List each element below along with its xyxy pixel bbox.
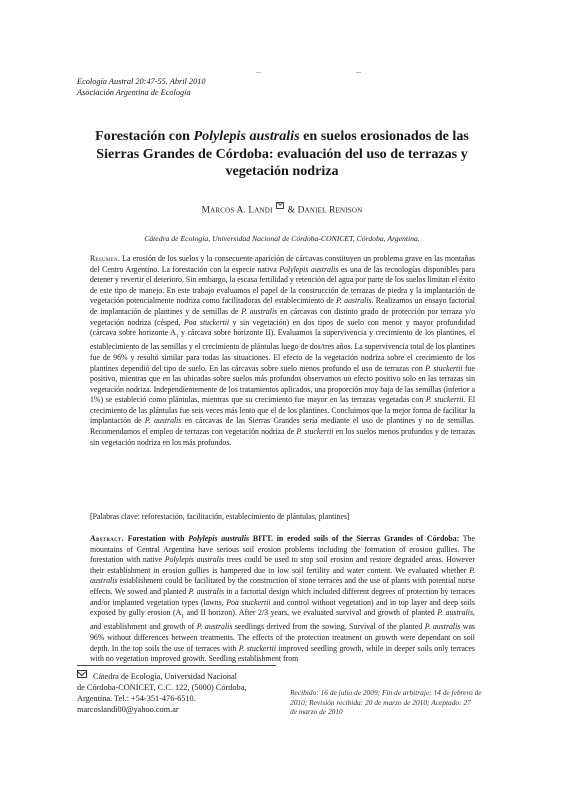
mail-icon: [276, 202, 284, 209]
journal-publisher: Asociación Argentina de Ecología: [77, 88, 191, 97]
title-species: Polylepis australis: [193, 128, 300, 144]
abstract-label: Abstract.: [90, 534, 124, 543]
keywords: [Palabras clave: reforestación, facilitación, establecimiento de plántulas, plantines]: [90, 512, 350, 521]
correspondence-line: de Córdoba-CONICET, C.C. 122, (5000) Córdoba,: [77, 683, 247, 692]
abstract-paragraph: Abstract. Forestation with Polylepis australis BITT. in eroded soils of the Sierras Grandes of Córdoba: The mountains of Central Argentina have serious soil erosion problems including the formation of erosion gullies. The forestation with native Polylepis australis trees could be used to stop soil erosion and restore degraded areas. However their establishment in erosion gullies is hampered due to low soil fertility and water content. We evaluated whether P. australis establishment could be facilitated by the construction of stone terraces and the use of plants with potential nurse effects. We sowed and planted P. australis in a factorial design which included different degrees of protection by terraces and/or implanted vegetation types (lawns, Poa stuckertii and control without vegetation) and in top layer and deep soils exposed by gully erosion ($A_1$ and II horizon). After 2/3 years, we evaluated survival and growth of planted P. australis, and establishment and growth of P. australis seedlings derived from the sowing. Survival of the planted P. australis was 96% without differences between treatments. The effects of the protection treatment on growth were dependant on soil depth. In the top soils the use of terraces with P. stuckertii improved seedling growth, while in deeper soils only terraces with no vegetation improved growth. Seedling establishment from: [90, 534, 476, 664]
author-separator: &: [287, 205, 298, 216]
correspondence-email[interactable]: marcoslandi00@yahoo.com.ar: [77, 705, 179, 714]
correspondence-line: Argentina. Tel.: +54-351-476-6510.: [77, 694, 196, 703]
author-list: [0, 202, 564, 216]
registration-mark: [256, 72, 261, 73]
received-line: Recibido: 16 de julio de 2009; Fin de arbitraje: 14 de febrero de: [290, 688, 482, 697]
author-name: Marcos A. Landi: [201, 205, 273, 216]
title-text: Forestación con: [95, 128, 194, 144]
footnote-rule: [77, 665, 276, 666]
author-name: Daniel Renison: [297, 205, 363, 216]
mail-icon: [77, 670, 87, 678]
journal-header: [77, 76, 206, 98]
author-affiliation: Cátedra de Ecología, Universidad Nacional de Córdoba-CONICET, Córdoba, Argentina.: [144, 234, 420, 243]
correspondence-footnote: [77, 670, 282, 715]
title-text: en suelos erosionados de las Sierras Grandes de Córdoba: evaluación del uso de terrazas y vegetación nodriza: [96, 128, 469, 179]
resumen-paragraph: Resumen. La erosión de los suelos y la consecuente aparición de cárcavas constituyen un problema grave en las montañas del Centro Argentino. La forestación con la especie nativa Polylepis australis es una de las tecnologías disponibles para detener y revertir el deterioro. Sin embargo, la escasa fertilidad y retención del agua por parte de los suelos limitan el éxito de este tipo de manejo. En este trabajo evaluamos el papel de la construcción de terrazas de piedra y la implantación de vegetación potencialmente nodriza como facilitadoras del establecimiento de P. australis. Realizamos un ensayo factorial de implantación de plantines y de semillas de P. australis en cárcavas con distinto grado de protección por terraza y/o vegetación nodriza (césped, Poa stuckertii y sin vegetación) en dos tipos de suelo con menor y mayor profundidad (cárcava sobre horizonte $A_1$ y cárcava sobre horizonte II). Evaluamos la supervivencia y crecimiento de los plantines, el establecimiento de las semillas y el crecimiento de plántulas luego de dos/tres años. La supervivencia total de los plantines fue de 96% y resultó similar para todas las situaciones. El efecto de la vegetación nodriza sobre el crecimiento de los plantines dependió del tipo de suelo. En las cárcavas sobre suelo menos profundo el uso de terrazas con P. stuckertii fue positivo, mientras que en las ubicadas sobre suelos más profundos observamos un efecto positivo solo en las terrazas sin vegetación nodriza. Independientemente de los tratamientos aplicados, una proporción muy baja de las semillas (inferior a 1%) se estableció como plántulas, mientras que su crecimiento fue mayor en las terrazas vegetadas con P. stuckertii. El crecimiento de las plántulas fue seis veces más lento que el de los plantines. Concluimos que la mejor forma de facilitar la implantación de P. australis en cárcavas de las Sierras Grandes sería mediante el uso de plantines y no de semillas. Recomendamos el empleo de terrazas con vegetación nodriza de P. stuckertii en los suelos menos profundos y de terrazas sin vegetación nodriza en los más profundos.: [90, 254, 476, 447]
registration-mark: [356, 72, 361, 73]
journal-citation: Ecología Austral 20:47-55. Abril 2010: [77, 77, 206, 86]
correspondence-line: Cátedra de Ecología, Universidad Nacional: [93, 672, 237, 681]
received-line: 2010; Revisión recibida: 20 de marzo de 2010; Aceptado: 27: [290, 697, 471, 707]
received-dates: [290, 688, 490, 717]
resumen-label: Resumen.: [90, 254, 121, 263]
received-line: de marzo de 2010: [290, 707, 343, 717]
article-title: [76, 128, 488, 181]
